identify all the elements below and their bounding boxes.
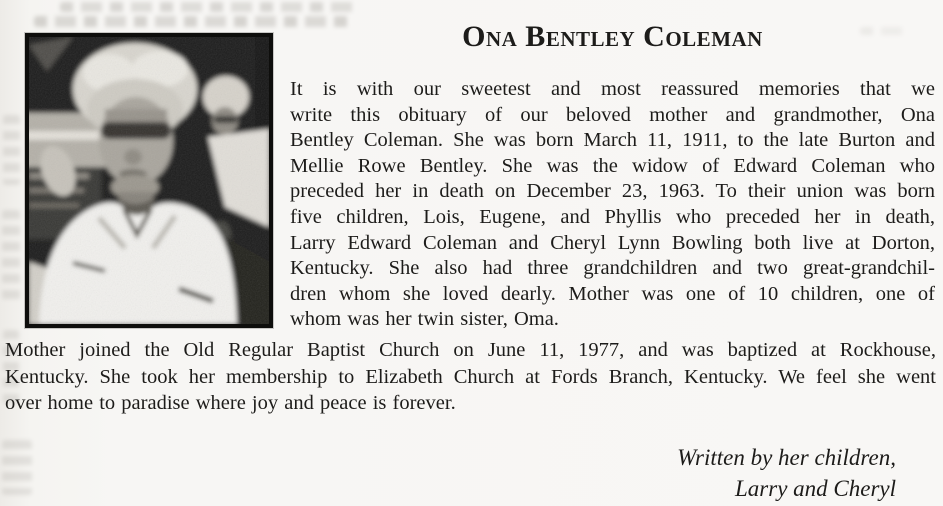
text-line: Kentucky. She took her membership to Elizabeth Church at Fords Branch, Kentucky. We feel she went [5, 365, 936, 388]
text-line: preceded her in death on December 23, 1963. To their union was born [290, 180, 935, 203]
text-line: five children, Lois, Eugene, and Phyllis who preceded her in death, [290, 205, 935, 228]
signature-line: Larry and Cheryl [735, 475, 896, 501]
bleedthrough-artifact [60, 2, 360, 12]
halftone-grain-overlay [29, 37, 269, 324]
portrait-photo-illustration [29, 37, 269, 324]
text-line: dren whom she loved dearly. Mother was one of 10 children, one of [290, 282, 935, 305]
obituary-paragraph-2 [5, 337, 936, 417]
signature-line: Written by her children, [677, 445, 896, 470]
text-line: whom was her twin sister, Oma. [290, 308, 559, 331]
obituary-title: Ona Bentley Coleman [462, 20, 763, 53]
text-line: It is with our sweetest and most reassured memories that we [290, 78, 935, 100]
text-line: Mellie Rowe Bentley. She was the widow of Edward Coleman who [290, 154, 935, 177]
text-line: Mother joined the Old Regular Baptist Church on June 11, 1977, and was baptized at Rockhouse, [5, 339, 936, 361]
obituary-paragraph-1 [290, 77, 935, 333]
text-line: over home to paradise where joy and peace is forever. [5, 392, 456, 414]
obituary-photo [25, 33, 273, 328]
text-line: write this obituary of our beloved mother and grandmother, Ona [290, 103, 935, 126]
bleedthrough-artifact [3, 115, 20, 185]
text-line: Larry Edward Coleman and Cheryl Lynn Bowling both live at Dorton, [290, 231, 935, 254]
text-line: Bentley Coleman. She was born March 11, 1911, to the late Burton and [290, 129, 935, 152]
bleedthrough-artifact [2, 210, 20, 300]
text-line: Kentucky. She also had three grandchildren and two great-grandchil- [290, 257, 935, 280]
signature-block [0, 443, 943, 504]
